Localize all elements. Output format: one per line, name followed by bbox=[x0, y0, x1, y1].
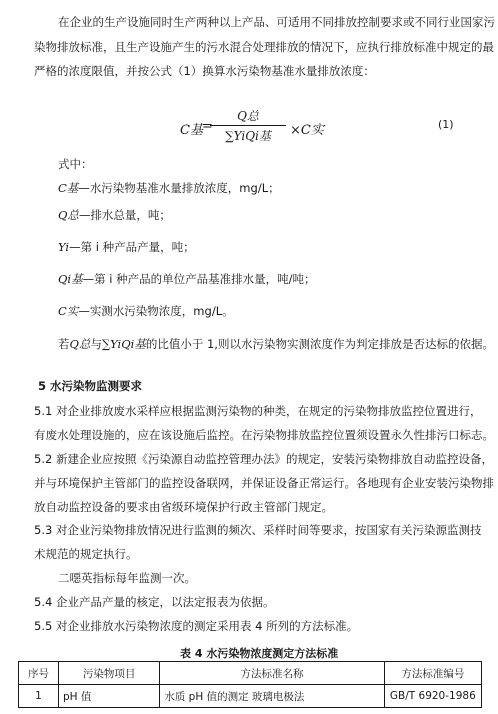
clause-5-1-line-2: 有废水处理设施的，应在该设施后监控。在污染物排放监控位置须设置永久性排污口标志。 bbox=[34, 428, 494, 442]
clause-5-2-line-2: 并与环境保护主管部门的监控设备联网，并保证设备正常运行。各地现有企业安装污染物排 bbox=[34, 476, 494, 490]
intro-line-2: 染物排放标准，且生产设施产生的污水混合处理排放的情况下，应执行排放标准中规定的最 bbox=[34, 40, 494, 54]
formula-denominator: ∑YiQi基 bbox=[225, 129, 271, 143]
clause-5-3-line-1: 5.3 对企业污染物排放情况进行监测的频次、采样时间等要求，按国家有关污染源监测技 bbox=[34, 523, 482, 537]
clause-5-2-line-3: 放自动监控设备的要求由省级环境保护行政主管部门规定。 bbox=[34, 500, 333, 514]
table-row bbox=[19, 685, 482, 708]
formula-times: ×C实 bbox=[290, 123, 324, 138]
fraction-bar bbox=[210, 125, 286, 126]
definition-note: 若Q总与∑YiQi基的比值小于 1,则以水污染物实测浓度作为判定排放是否达标的依据。 bbox=[58, 337, 494, 351]
equation-number: (1) bbox=[438, 118, 454, 131]
formula-1 bbox=[176, 107, 336, 151]
formula-numerator: Q总 bbox=[237, 109, 259, 123]
formula-equals: = bbox=[202, 119, 213, 134]
intro-line-3: 严格的浓度限值，并按公式（1）换算水污染物基准水量排放浓度： bbox=[34, 64, 375, 78]
note-sum: ∑YiQi基 bbox=[101, 337, 146, 351]
clause-5-4: 5.4 企业产品产量的核定，以法定报表为依据。 bbox=[34, 595, 275, 609]
definition-c-base bbox=[58, 180, 280, 196]
note-q-total: Q总 bbox=[69, 337, 91, 351]
clause-5-2-line-1: 5.2 新建企业应按照《污染源自动监控管理办法》的规定，安装污染物排放自动监控设备， bbox=[34, 452, 493, 466]
definition-text: —实测水污染物浓度，mg/L。 bbox=[78, 304, 234, 318]
cell-method-number: GB/T 6920-1986 bbox=[384, 685, 481, 708]
symbol: Yi bbox=[58, 240, 70, 254]
section-5-heading: 5 水污染物监测要求 bbox=[38, 379, 143, 393]
symbol: C实 bbox=[58, 304, 79, 318]
header-pollutant: 污染物项目 bbox=[58, 662, 159, 685]
definition-q-i-base bbox=[58, 271, 316, 287]
definition-y-i bbox=[58, 239, 195, 255]
method-standards-table bbox=[18, 661, 482, 708]
header-method-number: 方法标准编号 bbox=[384, 662, 481, 685]
cell-pollutant: pH 值 bbox=[58, 685, 159, 708]
cell-method-name: 水质 pH 值的测定 玻璃电极法 bbox=[160, 685, 384, 708]
definitions-title: 式中： bbox=[58, 157, 93, 171]
table-header-row bbox=[19, 662, 482, 685]
clause-5-1-line-1: 5.1 对企业排放废水采样应根据监测污染物的种类，在规定的污染物排放监控位置进行， bbox=[34, 404, 482, 418]
definition-text: —排水总量，吨； bbox=[78, 208, 171, 222]
formula-lhs: C基 bbox=[180, 123, 203, 138]
header-seq: 序号 bbox=[19, 662, 59, 685]
definition-text: —第 i 种产品的单位产品基准排水量，吨/吨； bbox=[82, 272, 316, 286]
symbol: Q总 bbox=[58, 208, 79, 222]
definition-text: —第 i 种产品产量，吨； bbox=[69, 240, 195, 254]
definition-text: —水污染物基准水量排放浓度，mg/L； bbox=[78, 181, 280, 195]
symbol: C基 bbox=[58, 181, 79, 195]
symbol: Qi基 bbox=[58, 272, 83, 286]
cell-seq: 1 bbox=[19, 685, 59, 708]
clause-5-3-line-2: 术规范的规定执行。 bbox=[34, 547, 138, 561]
definition-q-total bbox=[58, 207, 171, 223]
formula-fraction bbox=[210, 107, 286, 144]
definition-c-measured bbox=[58, 303, 234, 319]
table-4-caption: 表 4 水污染物浓度测定方法标准 bbox=[180, 647, 339, 660]
header-method-name: 方法标准名称 bbox=[160, 662, 384, 685]
clause-5-3-line-3: 二噁英指标每年监测一次。 bbox=[58, 571, 196, 585]
clause-5-5: 5.5 对企业排放水污染物浓度的测定采用表 4 所列的方法标准。 bbox=[34, 619, 359, 633]
intro-line-1: 在企业的生产设施同时生产两种以上产品、可适用不同排放控制要求或不同行业国家污 bbox=[58, 15, 495, 29]
